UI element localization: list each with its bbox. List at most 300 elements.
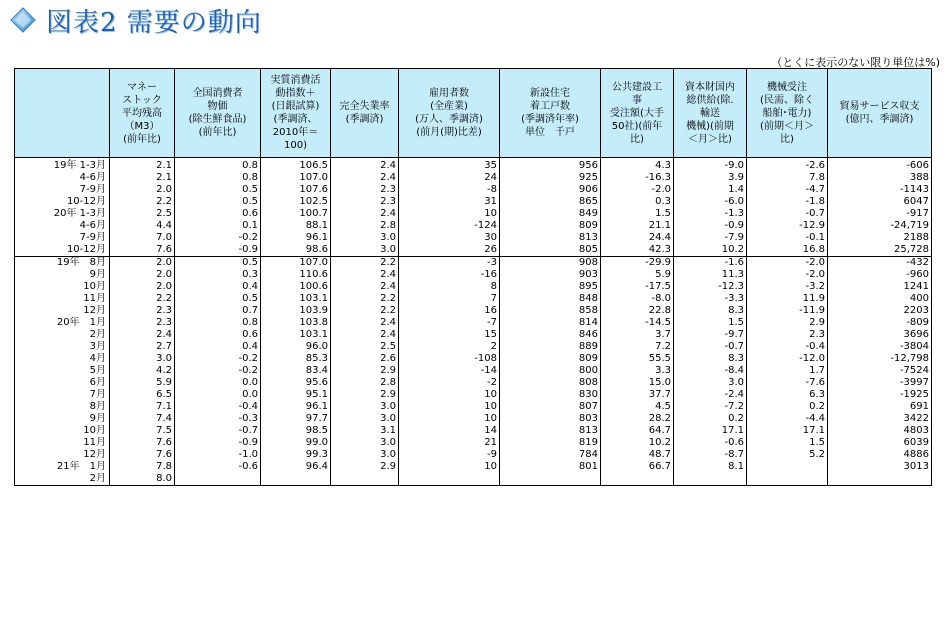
value-cell: -606 xyxy=(828,158,932,173)
value-cell: -0.7 xyxy=(747,208,828,220)
value-cell: 98.6 xyxy=(261,244,331,257)
table-row xyxy=(15,317,932,329)
value-cell: 4803 xyxy=(828,425,932,437)
value-cell: -2.4 xyxy=(674,389,747,401)
table-row xyxy=(15,269,932,281)
value-cell: 5.9 xyxy=(110,377,175,389)
value-cell: 17.1 xyxy=(747,425,828,437)
value-cell: 6.5 xyxy=(110,389,175,401)
value-cell: 107.6 xyxy=(261,184,331,196)
value-cell: -0.4 xyxy=(175,401,261,413)
table-body xyxy=(15,158,932,486)
period-cell: 7月 xyxy=(15,389,110,401)
column-header-line: (季調済年率) xyxy=(521,114,579,125)
value-cell: 99.0 xyxy=(261,437,331,449)
value-cell: -16.3 xyxy=(601,172,674,184)
column-header-line: (万人、季調済) xyxy=(415,114,483,125)
value-cell: 2.3 xyxy=(331,196,399,208)
value-cell: 42.3 xyxy=(601,244,674,257)
value-cell: -12.0 xyxy=(747,353,828,365)
table-row xyxy=(15,389,932,401)
table-row xyxy=(15,257,932,270)
value-cell xyxy=(331,473,399,486)
value-cell: -0.7 xyxy=(175,425,261,437)
value-cell: 103.1 xyxy=(261,293,331,305)
value-cell: -0.9 xyxy=(175,437,261,449)
value-cell: 2.5 xyxy=(331,341,399,353)
value-cell: 801 xyxy=(500,461,601,473)
value-cell: 88.1 xyxy=(261,220,331,232)
column-header-line: 輸送 xyxy=(700,107,720,119)
value-cell: 1.5 xyxy=(674,317,747,329)
value-cell: 2 xyxy=(399,341,500,353)
table-row xyxy=(15,184,932,196)
page-title: 図表2 需要の動向 xyxy=(46,7,262,38)
value-cell: 0.5 xyxy=(175,257,261,270)
diamond-icon xyxy=(10,7,36,33)
value-cell: 2.3 xyxy=(110,317,175,329)
value-cell: 3.0 xyxy=(331,401,399,413)
period-cell: 12月 xyxy=(15,449,110,461)
value-cell: -8 xyxy=(399,184,500,196)
header-corner xyxy=(15,69,110,158)
period-cell: 4-6月 xyxy=(15,220,110,232)
value-cell: 2.8 xyxy=(331,377,399,389)
column-header xyxy=(175,69,261,158)
column-header-line: (前年比) xyxy=(123,133,161,145)
table-header-row xyxy=(15,69,932,158)
value-cell: -4.4 xyxy=(747,413,828,425)
column-header-line: (全産業) xyxy=(430,101,468,112)
value-cell: 895 xyxy=(500,281,601,293)
value-cell: 24.4 xyxy=(601,232,674,244)
value-cell: 100.6 xyxy=(261,281,331,293)
value-cell: 956 xyxy=(500,158,601,173)
value-cell: 2.3 xyxy=(110,305,175,317)
value-cell: 1.5 xyxy=(747,437,828,449)
value-cell: 10 xyxy=(399,401,500,413)
value-cell: 2.0 xyxy=(110,257,175,270)
value-cell: -24,719 xyxy=(828,220,932,232)
value-cell: -124 xyxy=(399,220,500,232)
value-cell: 2.2 xyxy=(331,293,399,305)
value-cell: 96.1 xyxy=(261,232,331,244)
value-cell: 8.0 xyxy=(110,473,175,486)
value-cell: 819 xyxy=(500,437,601,449)
value-cell: 25,728 xyxy=(828,244,932,257)
value-cell: 805 xyxy=(500,244,601,257)
column-header-line: 総供給(除. xyxy=(686,94,734,106)
value-cell: 98.5 xyxy=(261,425,331,437)
period-cell: 10-12月 xyxy=(15,244,110,257)
value-cell: 85.3 xyxy=(261,353,331,365)
value-cell: 31 xyxy=(399,196,500,208)
column-header-line: 新設住宅 xyxy=(530,88,570,99)
table-row xyxy=(15,401,932,413)
value-cell: -2.0 xyxy=(747,269,828,281)
value-cell: 807 xyxy=(500,401,601,413)
column-header-line: 平均残高 xyxy=(122,107,162,119)
table-row xyxy=(15,293,932,305)
value-cell: 15 xyxy=(399,329,500,341)
value-cell: 865 xyxy=(500,196,601,208)
value-cell: 4886 xyxy=(828,449,932,461)
value-cell: 10 xyxy=(399,389,500,401)
value-cell: 800 xyxy=(500,365,601,377)
value-cell: 0.0 xyxy=(175,377,261,389)
value-cell: -3.3 xyxy=(674,293,747,305)
value-cell: -17.5 xyxy=(601,281,674,293)
value-cell: 95.6 xyxy=(261,377,331,389)
value-cell: 3696 xyxy=(828,329,932,341)
value-cell: 7.1 xyxy=(110,401,175,413)
value-cell: 99.3 xyxy=(261,449,331,461)
table-row xyxy=(15,232,932,244)
column-header-line: 貿易サービス収支 xyxy=(839,101,920,112)
value-cell: 0.8 xyxy=(175,158,261,173)
period-cell: 9月 xyxy=(15,269,110,281)
value-cell: 2.5 xyxy=(110,208,175,220)
value-cell: 849 xyxy=(500,208,601,220)
value-cell: 0.7 xyxy=(175,305,261,317)
value-cell: -0.2 xyxy=(175,232,261,244)
value-cell xyxy=(601,473,674,486)
value-cell: 906 xyxy=(500,184,601,196)
value-cell: -108 xyxy=(399,353,500,365)
value-cell: 3.0 xyxy=(331,244,399,257)
value-cell: 0.4 xyxy=(175,281,261,293)
value-cell: 16 xyxy=(399,305,500,317)
column-header-line: (季調済、 xyxy=(273,114,318,125)
period-cell: 6月 xyxy=(15,377,110,389)
column-header xyxy=(601,69,674,158)
table-row xyxy=(15,281,932,293)
value-cell: 2.4 xyxy=(331,208,399,220)
period-cell: 4-6月 xyxy=(15,172,110,184)
column-header-line: 機械)(前期 xyxy=(686,120,734,132)
value-cell: 813 xyxy=(500,232,601,244)
value-cell xyxy=(674,473,747,486)
value-cell: 103.9 xyxy=(261,305,331,317)
value-cell: -11.9 xyxy=(747,305,828,317)
value-cell: -12,798 xyxy=(828,353,932,365)
value-cell: 3.1 xyxy=(331,425,399,437)
column-header-line: 公共建設工 xyxy=(612,81,662,93)
value-cell: 814 xyxy=(500,317,601,329)
table-row xyxy=(15,353,932,365)
value-cell: 3.0 xyxy=(331,437,399,449)
value-cell: 0.3 xyxy=(601,196,674,208)
period-cell: 10-12月 xyxy=(15,196,110,208)
value-cell: -14.5 xyxy=(601,317,674,329)
value-cell: 7.0 xyxy=(110,232,175,244)
table-row xyxy=(15,220,932,232)
value-cell: -3804 xyxy=(828,341,932,353)
value-cell: 48.7 xyxy=(601,449,674,461)
value-cell: 2203 xyxy=(828,305,932,317)
value-cell: -0.9 xyxy=(175,244,261,257)
value-cell: 925 xyxy=(500,172,601,184)
value-cell: 107.0 xyxy=(261,257,331,270)
value-cell: 10 xyxy=(399,208,500,220)
value-cell: 0.3 xyxy=(175,269,261,281)
value-cell: -29.9 xyxy=(601,257,674,270)
column-header xyxy=(828,69,932,158)
value-cell: 95.1 xyxy=(261,389,331,401)
value-cell: 908 xyxy=(500,257,601,270)
value-cell: 4.4 xyxy=(110,220,175,232)
value-cell xyxy=(747,473,828,486)
value-cell: 4.3 xyxy=(601,158,674,173)
column-header-line: 雇用者数 xyxy=(429,88,469,99)
period-cell: 7-9月 xyxy=(15,184,110,196)
value-cell: -432 xyxy=(828,257,932,270)
value-cell: 0.6 xyxy=(175,329,261,341)
value-cell: 7.5 xyxy=(110,425,175,437)
value-cell: 96.1 xyxy=(261,401,331,413)
column-header-line: 受注額(大手 xyxy=(610,107,664,119)
period-cell: 8月 xyxy=(15,401,110,413)
period-cell: 19年 1-3月 xyxy=(15,158,110,173)
value-cell: 400 xyxy=(828,293,932,305)
value-cell: -0.7 xyxy=(674,341,747,353)
value-cell: 100.7 xyxy=(261,208,331,220)
demand-table xyxy=(14,68,932,486)
value-cell: 2.2 xyxy=(331,257,399,270)
value-cell: 110.6 xyxy=(261,269,331,281)
value-cell: 1.4 xyxy=(674,184,747,196)
period-cell: 4月 xyxy=(15,353,110,365)
value-cell: 2.0 xyxy=(110,281,175,293)
value-cell: 35 xyxy=(399,158,500,173)
value-cell: 3.0 xyxy=(331,232,399,244)
value-cell: 6.3 xyxy=(747,389,828,401)
value-cell: 2.1 xyxy=(110,172,175,184)
value-cell: 2.2 xyxy=(110,196,175,208)
value-cell: 2.9 xyxy=(331,389,399,401)
value-cell: -7.9 xyxy=(674,232,747,244)
value-cell: 6039 xyxy=(828,437,932,449)
column-header-line: (日銀試算) xyxy=(271,101,320,112)
value-cell: 2.6 xyxy=(331,353,399,365)
value-cell: 813 xyxy=(500,425,601,437)
table-row xyxy=(15,377,932,389)
value-cell: 7.2 xyxy=(601,341,674,353)
value-cell: 66.7 xyxy=(601,461,674,473)
column-header-line: （M3） xyxy=(124,120,160,132)
value-cell: 3422 xyxy=(828,413,932,425)
value-cell: 2.9 xyxy=(331,365,399,377)
period-cell: 7-9月 xyxy=(15,232,110,244)
column-header xyxy=(110,69,175,158)
value-cell: 0.0 xyxy=(175,389,261,401)
column-header-line: 資本財国内 xyxy=(685,81,735,93)
value-cell: 2.0 xyxy=(110,269,175,281)
value-cell: 103.8 xyxy=(261,317,331,329)
value-cell: -0.2 xyxy=(175,353,261,365)
value-cell: 784 xyxy=(500,449,601,461)
value-cell: 3.7 xyxy=(601,329,674,341)
value-cell: 96.4 xyxy=(261,461,331,473)
value-cell: 0.1 xyxy=(175,220,261,232)
value-cell: 3.0 xyxy=(331,449,399,461)
column-header-line: ストック xyxy=(122,94,162,106)
value-cell: 0.5 xyxy=(175,184,261,196)
column-header-line: 実質消費活 xyxy=(270,75,321,86)
value-cell: -7 xyxy=(399,317,500,329)
value-cell: -809 xyxy=(828,317,932,329)
table-row xyxy=(15,305,932,317)
column-header-line: 比) xyxy=(780,133,794,145)
column-header xyxy=(399,69,500,158)
table-row xyxy=(15,425,932,437)
value-cell xyxy=(175,473,261,486)
value-cell: -3997 xyxy=(828,377,932,389)
value-cell xyxy=(500,473,601,486)
value-cell: 8.3 xyxy=(674,305,747,317)
column-header xyxy=(674,69,747,158)
table-row xyxy=(15,365,932,377)
column-header-line: 物価 xyxy=(207,101,228,112)
column-header-line: 単位 千戸 xyxy=(525,127,575,138)
value-cell: 37.7 xyxy=(601,389,674,401)
title-bar xyxy=(4,2,262,38)
value-cell: -0.2 xyxy=(175,365,261,377)
value-cell: 55.5 xyxy=(601,353,674,365)
table-row xyxy=(15,244,932,257)
value-cell xyxy=(399,473,500,486)
period-cell: 20年 1-3月 xyxy=(15,208,110,220)
value-cell: -8.0 xyxy=(601,293,674,305)
unit-note: （とくに表示のない限り単位は%) xyxy=(771,56,940,69)
value-cell: 2.7 xyxy=(110,341,175,353)
value-cell: -2 xyxy=(399,377,500,389)
value-cell: 7 xyxy=(399,293,500,305)
table-row xyxy=(15,437,932,449)
period-cell: 9月 xyxy=(15,413,110,425)
value-cell: 2.4 xyxy=(331,158,399,173)
value-cell: 1.5 xyxy=(601,208,674,220)
value-cell: 0.8 xyxy=(175,317,261,329)
column-header-line: (前年比) xyxy=(198,127,237,138)
value-cell: 10 xyxy=(399,413,500,425)
value-cell: -12.3 xyxy=(674,281,747,293)
value-cell: -8.4 xyxy=(674,365,747,377)
value-cell: -1.8 xyxy=(747,196,828,208)
value-cell xyxy=(828,473,932,486)
value-cell: 7.4 xyxy=(110,413,175,425)
column-header-line: (前月(期)比差) xyxy=(416,127,482,138)
value-cell: 0.5 xyxy=(175,293,261,305)
value-cell: 8.1 xyxy=(674,461,747,473)
column-header-line: 機械受注 xyxy=(767,81,807,93)
value-cell: 2.2 xyxy=(110,293,175,305)
value-cell: 97.7 xyxy=(261,413,331,425)
value-cell: 2.9 xyxy=(747,317,828,329)
column-header-line: (前期＜月＞ xyxy=(760,120,814,132)
value-cell: 0.4 xyxy=(175,341,261,353)
period-cell: 19年 8月 xyxy=(15,257,110,270)
value-cell: 903 xyxy=(500,269,601,281)
value-cell: 10.2 xyxy=(674,244,747,257)
value-cell: 7.8 xyxy=(747,172,828,184)
value-cell: 2.4 xyxy=(331,317,399,329)
period-cell: 11月 xyxy=(15,293,110,305)
value-cell: -14 xyxy=(399,365,500,377)
column-header xyxy=(500,69,601,158)
table-row xyxy=(15,341,932,353)
period-cell: 11月 xyxy=(15,437,110,449)
value-cell: 2.8 xyxy=(331,220,399,232)
value-cell: -0.6 xyxy=(175,461,261,473)
value-cell: 809 xyxy=(500,220,601,232)
value-cell: -1.6 xyxy=(674,257,747,270)
value-cell: 2.4 xyxy=(331,172,399,184)
value-cell: -0.9 xyxy=(674,220,747,232)
value-cell: -0.1 xyxy=(747,232,828,244)
table-row xyxy=(15,461,932,473)
period-cell: 12月 xyxy=(15,305,110,317)
value-cell: -9.7 xyxy=(674,329,747,341)
period-cell: 2月 xyxy=(15,329,110,341)
table-row xyxy=(15,208,932,220)
column-header-line: (民需、除く xyxy=(760,94,814,106)
column-header-line: 動指数＋ xyxy=(275,88,316,99)
value-cell: -960 xyxy=(828,269,932,281)
table-row xyxy=(15,172,932,184)
value-cell: -7.6 xyxy=(747,377,828,389)
value-cell: -9 xyxy=(399,449,500,461)
value-cell: 2.2 xyxy=(331,305,399,317)
column-header-line: 着工戸数 xyxy=(530,101,570,112)
value-cell: 106.5 xyxy=(261,158,331,173)
value-cell: 24 xyxy=(399,172,500,184)
table-row xyxy=(15,158,932,173)
value-cell: 96.0 xyxy=(261,341,331,353)
value-cell: 22.8 xyxy=(601,305,674,317)
value-cell: 2.3 xyxy=(747,329,828,341)
value-cell: 858 xyxy=(500,305,601,317)
value-cell: -1925 xyxy=(828,389,932,401)
value-cell: 2.0 xyxy=(110,184,175,196)
value-cell: 2.4 xyxy=(110,329,175,341)
value-cell: 803 xyxy=(500,413,601,425)
value-cell: 4.5 xyxy=(601,401,674,413)
value-cell: 3013 xyxy=(828,461,932,473)
value-cell: -16 xyxy=(399,269,500,281)
column-header-line: 船舶･電力) xyxy=(762,107,812,119)
value-cell: -12.9 xyxy=(747,220,828,232)
period-cell: 2月 xyxy=(15,473,110,486)
value-cell: -0.3 xyxy=(175,413,261,425)
value-cell: -8.7 xyxy=(674,449,747,461)
value-cell: 21 xyxy=(399,437,500,449)
value-cell: 30 xyxy=(399,232,500,244)
value-cell: -2.0 xyxy=(601,184,674,196)
table-row xyxy=(15,413,932,425)
period-cell: 3月 xyxy=(15,341,110,353)
value-cell: 0.8 xyxy=(175,172,261,184)
value-cell: 809 xyxy=(500,353,601,365)
value-cell: 846 xyxy=(500,329,601,341)
value-cell: -7.2 xyxy=(674,401,747,413)
value-cell: -4.7 xyxy=(747,184,828,196)
value-cell xyxy=(747,461,828,473)
value-cell: -1143 xyxy=(828,184,932,196)
period-cell: 10月 xyxy=(15,425,110,437)
value-cell: 3.9 xyxy=(674,172,747,184)
table-row xyxy=(15,473,932,486)
